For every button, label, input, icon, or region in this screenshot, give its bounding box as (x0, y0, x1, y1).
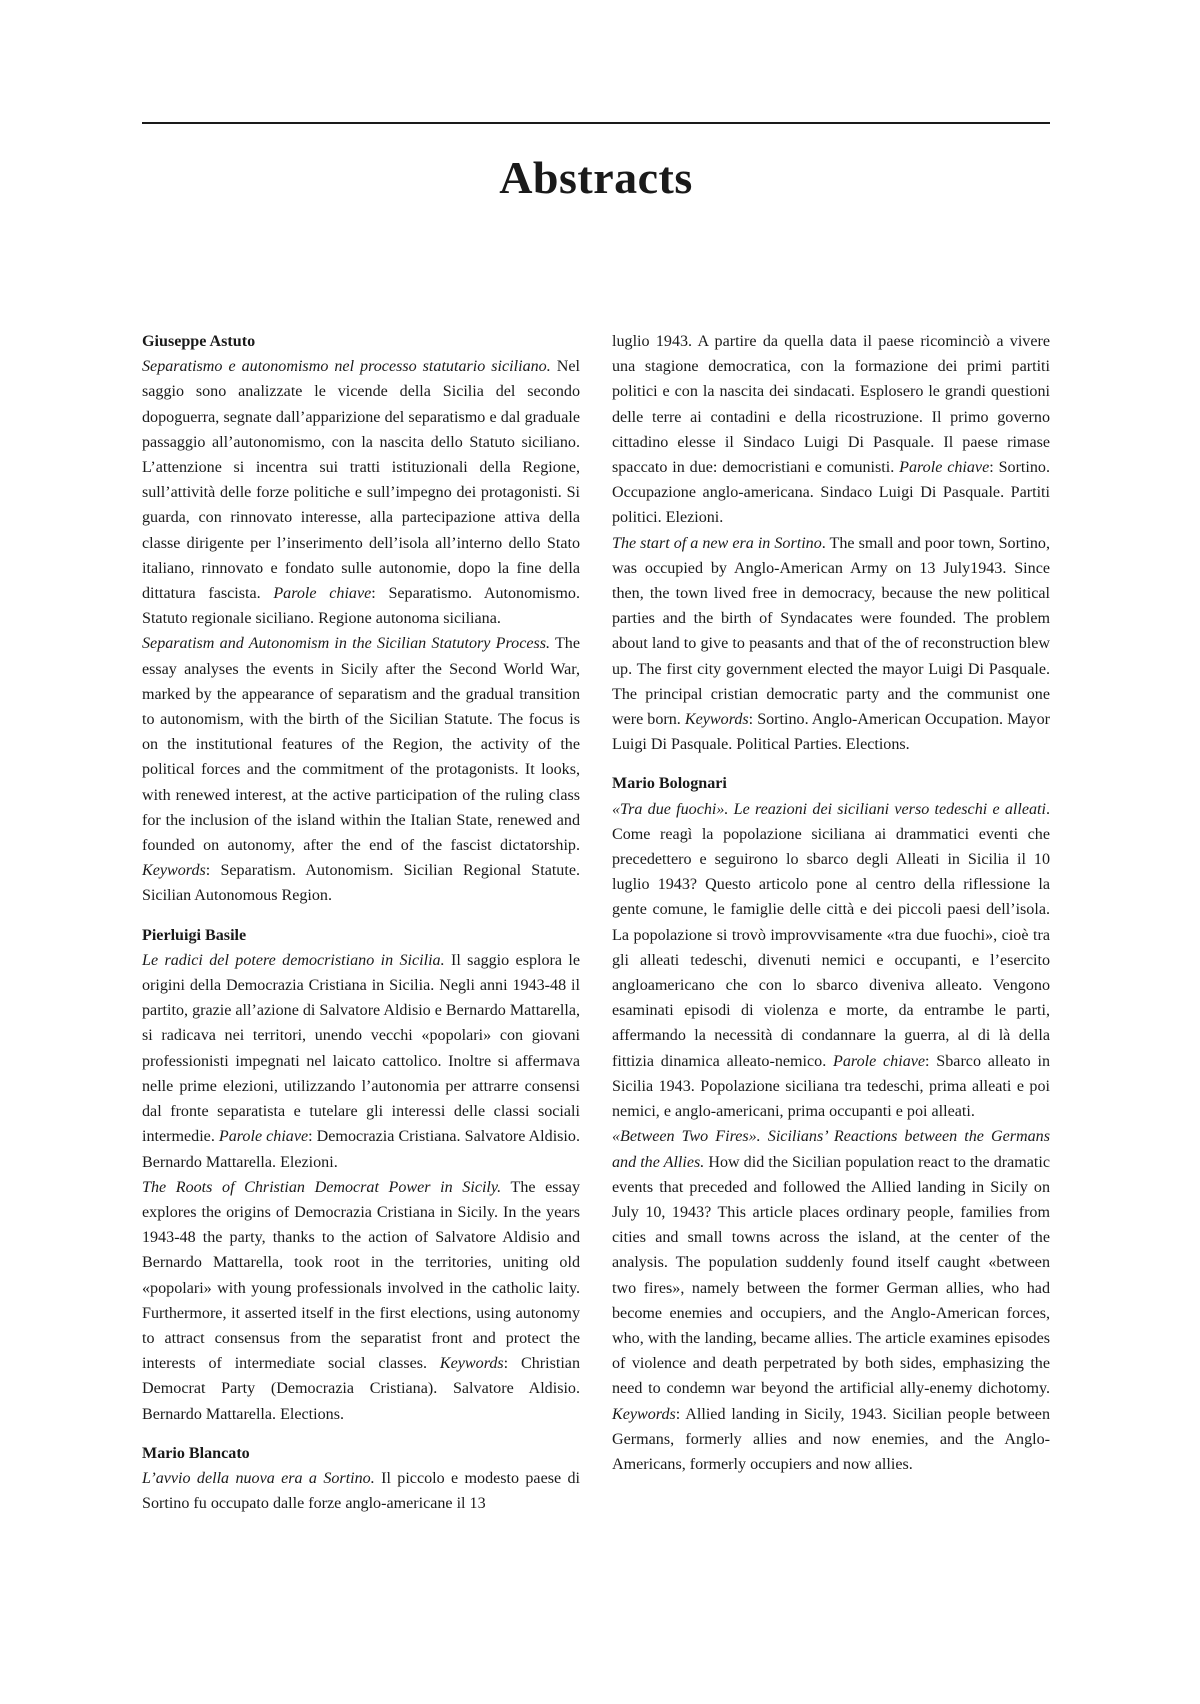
keywords-text: : Sbarco alleato in Sicilia 1943. Popolazione siciliana tra tedeschi, prima alleati e poi nemici, e anglo-americani, prima occupanti e poi alleati. (612, 1052, 1050, 1121)
keywords-text: : Separatismo. Autonomismo. Statuto regionale siciliano. Regione autonoma siciliana. (142, 585, 580, 628)
header-rule (142, 122, 1050, 124)
keywords-text: : Sortino. Occupazione anglo-americana. Sindaco Luigi Di Pasquale. Partiti politici. Elezioni. (612, 459, 1050, 527)
abstract-entry-astuto (142, 329, 580, 909)
italian-body: Il saggio esplora le origini della Democrazia Cristiana in Sicilia. Negli anni 1943-48 il partito, grazie all’azione di Salvatore Aldisio e Bernardo Mattarella, si radicava nei territori, unendo vecchi «popolari» con giovani professionisti impegnati nel laicato cattolico. Inoltre si affermava nelle prime elezioni, utilizzando l’autonomia per attrarre consensi dal fronte separatista e tutelare gli interessi delle classi sociali intermedie. (142, 951, 580, 1146)
italian-body: luglio 1943. A partire da quella data il paese ricominciò a vivere una stagione democratica, con la formazione dei primi partiti politici e con la nascita dei sindacati. Esplosero le grandi questioni delle terre ai contadini e della ricostruzione. Il primo governo cittadino elesse il Sindaco Luigi Di Pasquale. Il paese rimase spaccato in due: democristiani e comunisti. (612, 333, 1050, 477)
keywords-label: Keywords (439, 1355, 504, 1373)
keywords-label: Parole chiave (899, 459, 990, 477)
keywords-label: Parole chiave (833, 1052, 926, 1070)
english-title: The Roots of Christian Democrat Power in Sicily. (142, 1178, 502, 1196)
english-body: The essay explores the origins of Democrazia Cristiana in Sicily. In the years 1943-48 the party, thanks to the action of Salvatore Aldisio and Bernardo Mattarella, took root in the territories, uniting old «popolari» with young professionals involved in the catholic laity. Furthermore, it asserted itself in the first elections, using autonomy to attract consensus from the separatist front and protect the interests of intermediate social classes. (142, 1178, 580, 1373)
english-body: . The small and poor town, Sortino, was occupied by Anglo-American Army on 13 July1943. Since then, the town lived free in democracy, because the new political parties and the birth of Syndacates were founded. The problem about land to give to peasants and that of the of reconstruction blew up. The first city government elected the mayor Luigi Di Pasquale. The principal cristian democratic party and the communist one were born. (612, 534, 1050, 729)
english-title: The start of a new era in Sortino (612, 534, 822, 552)
abstract-english (142, 631, 580, 908)
author-name: Pierluigi Basile (142, 926, 247, 944)
author-name: Giuseppe Astuto (142, 333, 256, 350)
keywords-text: : Allied landing in Sicily, 1943. Sicilian people between Germans, formerly allies and now enemies, and the Anglo-Americans, formerly occupiers and now allies. (612, 1405, 1050, 1473)
abstract-italian (142, 354, 580, 631)
abstract-entry-bolognari (612, 771, 1050, 1477)
keywords-text: : Sortino. Anglo-American Occupation. Mayor Luigi Di Pasquale. Political Parties. Elections. (612, 711, 1051, 754)
abstract-italian-start (142, 1466, 580, 1516)
abstract-italian (142, 948, 580, 1175)
english-title: «Between Two Fires». Sicilians’ Reactions between the Germans and the Allies. (612, 1128, 1050, 1171)
abstract-italian (612, 797, 1050, 1125)
italian-title: L’avvio della nuova era a Sortino. (142, 1469, 375, 1487)
abstract-italian-continued (612, 329, 1050, 531)
italian-title: Separatismo e autonomismo nel processo statutario siciliano. (142, 358, 551, 376)
italian-body: Il piccolo e modesto paese di Sortino fu occupato dalle forze anglo-americane il 13 (142, 1469, 580, 1513)
author-name: Mario Blancato (142, 1444, 250, 1462)
italian-title: Le radici del potere democristiano in Sicilia. (142, 951, 445, 969)
abstract-english (612, 1124, 1050, 1477)
keywords-text: : Democrazia Cristiana. Salvatore Aldisio. Bernardo Mattarella. Elezioni. (142, 1128, 580, 1171)
abstract-entry-blancato-continued (612, 329, 1050, 757)
right-column (612, 329, 1050, 1491)
english-body: How did the Sicilian population react to the dramatic events that preceded and followed the Allied landing in Sicily on July 10, 1943? This article places ordinary people, families from cities and small towns across the island, at the center of the analysis. The population suddenly found itself caught «between two fires», namely between the former German allies, who had become enemies and occupiers, and the Anglo-American forces, who, with the landing, became allies. The article examines episodes of violence and death perpetrated by both sides, emphasizing the need to condemn war beyond the artificial ally-enemy dichotomy. (612, 1153, 1051, 1398)
keywords-label: Keywords (142, 862, 206, 880)
keywords-text: : Separatism. Autonomism. Sicilian Regional Statute. Sicilian Autonomous Region. (142, 862, 580, 905)
italian-body: Nel saggio sono analizzate le vicende della Sicilia del secondo dopoguerra, segnate dall’apparizione del separatismo e dal graduale passaggio all’autonomismo, con la nascita dello Statuto siciliano. L’attenzione si incentra sui tratti istituzionali della Regione, sull’attività delle forze politiche e sull’impegno dei protagonisti. Si guarda, con rinnovato interesse, alla partecipazione attiva della classe dirigente per l’inserimento dell’isola all’interno dello Stato italiano, rinnovato e fondato sulle autonomie, dopo la fine della dittatura fascista. (142, 358, 580, 603)
english-title: Separatism and Autonomism in the Sicilian Statutory Process. (142, 635, 551, 653)
page-title: Abstracts (499, 152, 693, 203)
keywords-label: Keywords (612, 1405, 676, 1423)
italian-body: . Come reagì la popolazione siciliana ai drammatici eventi che precedettero e seguirono lo sbarco degli Alleati in Sicilia il 10 luglio 1943? Questo articolo pone al centro della riflessione la gente comune, le famiglie delle città e dei piccoli paesi dell’isola. La popolazione si trovò improvvisamente «tra due fuochi», cioè tra gli alleati tedeschi, divenuti nemici e occupanti, e l’esercito angloamericano che con lo sbarco diveniva alleato. Vengono esaminati episodi di violenza e morte, da entrambe le parti, affermando la necessità di condannare la guerra, al di là della fittizia dinamica alleato-nemico. (612, 800, 1050, 1070)
abstract-english (612, 531, 1050, 758)
keywords-text: : Christian Democrat Party (Democrazia Cristiana). Salvatore Aldisio. Bernardo Mattarella. Elections. (142, 1355, 580, 1423)
abstract-english (142, 1175, 580, 1427)
keywords-label: Parole chiave (273, 585, 372, 603)
english-body: The essay analyses the events in Sicily after the Second World War, marked by the appearance of separatism and the gradual transition to autonomism, with the birth of the Sicilian Statute. The focus is on the institutional features of the Region, the activity of the political forces and the commitment of the protagonists. It looks, with renewed interest, at the active participation of the ruling class for the inclusion of the island within the Italian State, renewed and founded on autonomy, after the end of the fascist dictatorship. (142, 635, 580, 855)
keywords-label: Parole chiave (218, 1128, 309, 1146)
keywords-label: Keywords (684, 711, 749, 729)
abstract-entry-basile (142, 923, 580, 1427)
author-name: Mario Bolognari (612, 775, 727, 793)
italian-title: «Tra due fuochi». Le reazioni dei siciliani verso tedeschi e alleati (612, 800, 1046, 818)
left-column (142, 329, 580, 1530)
abstract-entry-blancato (142, 1441, 580, 1517)
